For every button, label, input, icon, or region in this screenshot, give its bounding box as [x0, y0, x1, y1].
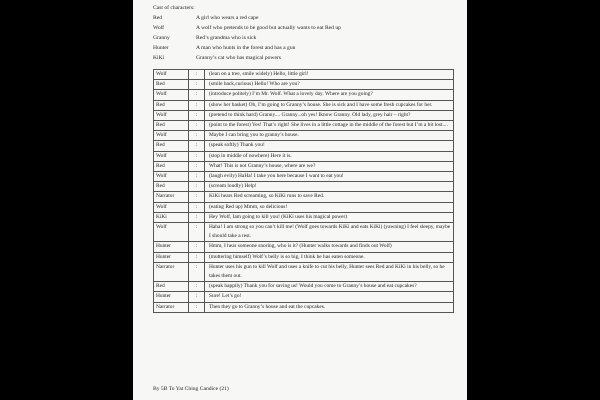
cast-name: Red	[153, 15, 163, 21]
colon-cell: :	[189, 202, 205, 212]
colon-cell: :	[189, 100, 205, 110]
colon-cell: :	[189, 182, 205, 192]
line-cell: Sure! Let’s go!	[205, 292, 454, 302]
colon-cell: :	[189, 161, 205, 171]
script-row	[154, 141, 454, 151]
script-row	[154, 100, 454, 110]
script-row	[154, 282, 454, 292]
cast-description: Red’s grandma who is sick	[196, 35, 257, 41]
line-cell: (eating Red up) Mmm, so delicious!	[205, 202, 454, 212]
speaker-cell: Wolf	[154, 90, 189, 100]
cast-name: Hunter	[153, 45, 169, 51]
cast-member	[153, 53, 453, 63]
cast-description: A man who hunts in the forest and has a gun	[196, 45, 296, 51]
speaker-cell: Red	[154, 182, 189, 192]
colon-cell: :	[189, 212, 205, 222]
script-row	[154, 292, 454, 302]
colon-cell: :	[189, 110, 205, 120]
script-row	[154, 262, 454, 281]
colon-cell: :	[189, 262, 205, 281]
script-row	[154, 212, 454, 222]
document-page	[133, 0, 467, 400]
cast-member	[153, 13, 453, 23]
speaker-cell: Red	[154, 100, 189, 110]
line-cell: (lean on a tree, smile widely) Hello, little girl!	[205, 70, 454, 80]
colon-cell: :	[189, 172, 205, 182]
colon-cell: :	[189, 90, 205, 100]
cast-description: A girl who wears a red cape	[196, 15, 259, 21]
line-cell: (introduce politely) I’m Mr. Wolf. What a lovely day. Where are you going?	[205, 90, 454, 100]
colon-cell: :	[189, 151, 205, 161]
cast-member	[153, 33, 453, 43]
speaker-cell: Wolf	[154, 70, 189, 80]
script-row	[154, 182, 454, 192]
author-credit: By 5B To Yat Ching Candice (21)	[153, 386, 229, 392]
cast-list	[153, 3, 453, 63]
script-row	[154, 223, 454, 242]
speaker-cell: Red	[154, 121, 189, 131]
cast-name: Wolf	[153, 25, 165, 31]
colon-cell: :	[189, 192, 205, 202]
speaker-cell: Hunter	[154, 242, 189, 252]
line-cell: (stop in middle of nowhere) Here it is.	[205, 151, 454, 161]
line-cell: Then they go to Granny’s house and eat the cupcakes.	[205, 302, 454, 312]
line-cell: (show her basket) Oh, I’m going to Granny’s house. She is sick and I have some fresh cupcakes for her.	[205, 100, 454, 110]
colon-cell: :	[189, 282, 205, 292]
script-row	[154, 151, 454, 161]
speaker-cell: Hunter	[154, 252, 189, 262]
speaker-cell: Red	[154, 80, 189, 90]
script-row	[154, 172, 454, 182]
line-cell: (scream loudly) Help!	[205, 182, 454, 192]
speaker-cell: Red	[154, 282, 189, 292]
colon-cell: :	[189, 131, 205, 141]
colon-cell: :	[189, 292, 205, 302]
speaker-cell: Red	[154, 161, 189, 171]
cast-title: Cast of characters:	[153, 5, 195, 11]
script-row	[154, 192, 454, 202]
cast-name: KiKi	[153, 55, 165, 61]
colon-cell: :	[189, 80, 205, 90]
speaker-cell: Hunter	[154, 292, 189, 302]
line-cell: Hmm, I hear someone snoring, who is it? (Hunter walks towards and finds out Wolf)	[205, 242, 454, 252]
script-row	[154, 80, 454, 90]
speaker-cell: KiKi	[154, 212, 189, 222]
line-cell: What! This is not Granny’s house, where are we?	[205, 161, 454, 171]
line-cell: (speak happily) Thank you for saving us! Would you come to Granny’s house and eat cupcakes?	[205, 282, 454, 292]
script-row	[154, 242, 454, 252]
cast-member	[153, 43, 453, 53]
script-table	[153, 69, 454, 313]
line-cell: (speak softly) Thank you!	[205, 141, 454, 151]
line-cell: (muttering himself) Wolf’s belly is so big, I think he has eaten someone.	[205, 252, 454, 262]
line-cell: (pretend to think hard) Granny.... Granny...oh yes! Iknow Granny. Old lady, grey hair – right?	[205, 110, 454, 120]
line-cell: Haha! I am strong so you can’t kill me! (Wolf goes towards KiKi and eats KiKi) (yawning) I feel sleepy, maybe I should take a rest.	[205, 223, 454, 242]
script-row	[154, 110, 454, 120]
line-cell: (point to the forest) Yes! That’s right! She lives in a little cottage in the middle of the forest but I’m a bit lost....	[205, 121, 454, 131]
line-cell: Hey Wolf, Iam going to kill you! (KiKi uses his magical power)	[205, 212, 454, 222]
line-cell: KiKi hears Red screaming, so KiKi runs to save Red.	[205, 192, 454, 202]
line-cell: Maybe I can bring you to granny’s house.	[205, 131, 454, 141]
cast-description: Granny’s cat who has magical powers	[196, 55, 281, 61]
speaker-cell: Wolf	[154, 110, 189, 120]
script-row	[154, 161, 454, 171]
script-row	[154, 202, 454, 212]
speaker-cell: Narrator	[154, 262, 189, 281]
speaker-cell: Narrator	[154, 302, 189, 312]
colon-cell: :	[189, 302, 205, 312]
colon-cell: :	[189, 141, 205, 151]
speaker-cell: Wolf	[154, 202, 189, 212]
cast-name: Granny	[153, 35, 170, 41]
speaker-cell: Wolf	[154, 172, 189, 182]
speaker-cell: Red	[154, 141, 189, 151]
script-row	[154, 90, 454, 100]
colon-cell: :	[189, 121, 205, 131]
script-row	[154, 121, 454, 131]
colon-cell: :	[189, 70, 205, 80]
colon-cell: :	[189, 242, 205, 252]
speaker-cell: Narrator	[154, 192, 189, 202]
cast-member	[153, 23, 453, 33]
script-row	[154, 131, 454, 141]
speaker-cell: Wolf	[154, 131, 189, 141]
script-row	[154, 252, 454, 262]
cast-description: A wolf who pretends to be good but actually wants to eat Red up	[196, 25, 341, 31]
speaker-cell: Wolf	[154, 223, 189, 242]
colon-cell: :	[189, 252, 205, 262]
line-cell: Hunter uses his gun to kill Wolf and uses a knife to cut his belly, Hunter sees Red and KiKi in his belly, so he takes them out.	[205, 262, 454, 281]
line-cell: (smile back,curious) Hello! Who are you?	[205, 80, 454, 90]
line-cell: (laugh evily) HaHa! I take you here because I want to eat you!	[205, 172, 454, 182]
colon-cell: :	[189, 223, 205, 242]
script-row	[154, 70, 454, 80]
speaker-cell: Wolf	[154, 151, 189, 161]
script-row	[154, 302, 454, 312]
